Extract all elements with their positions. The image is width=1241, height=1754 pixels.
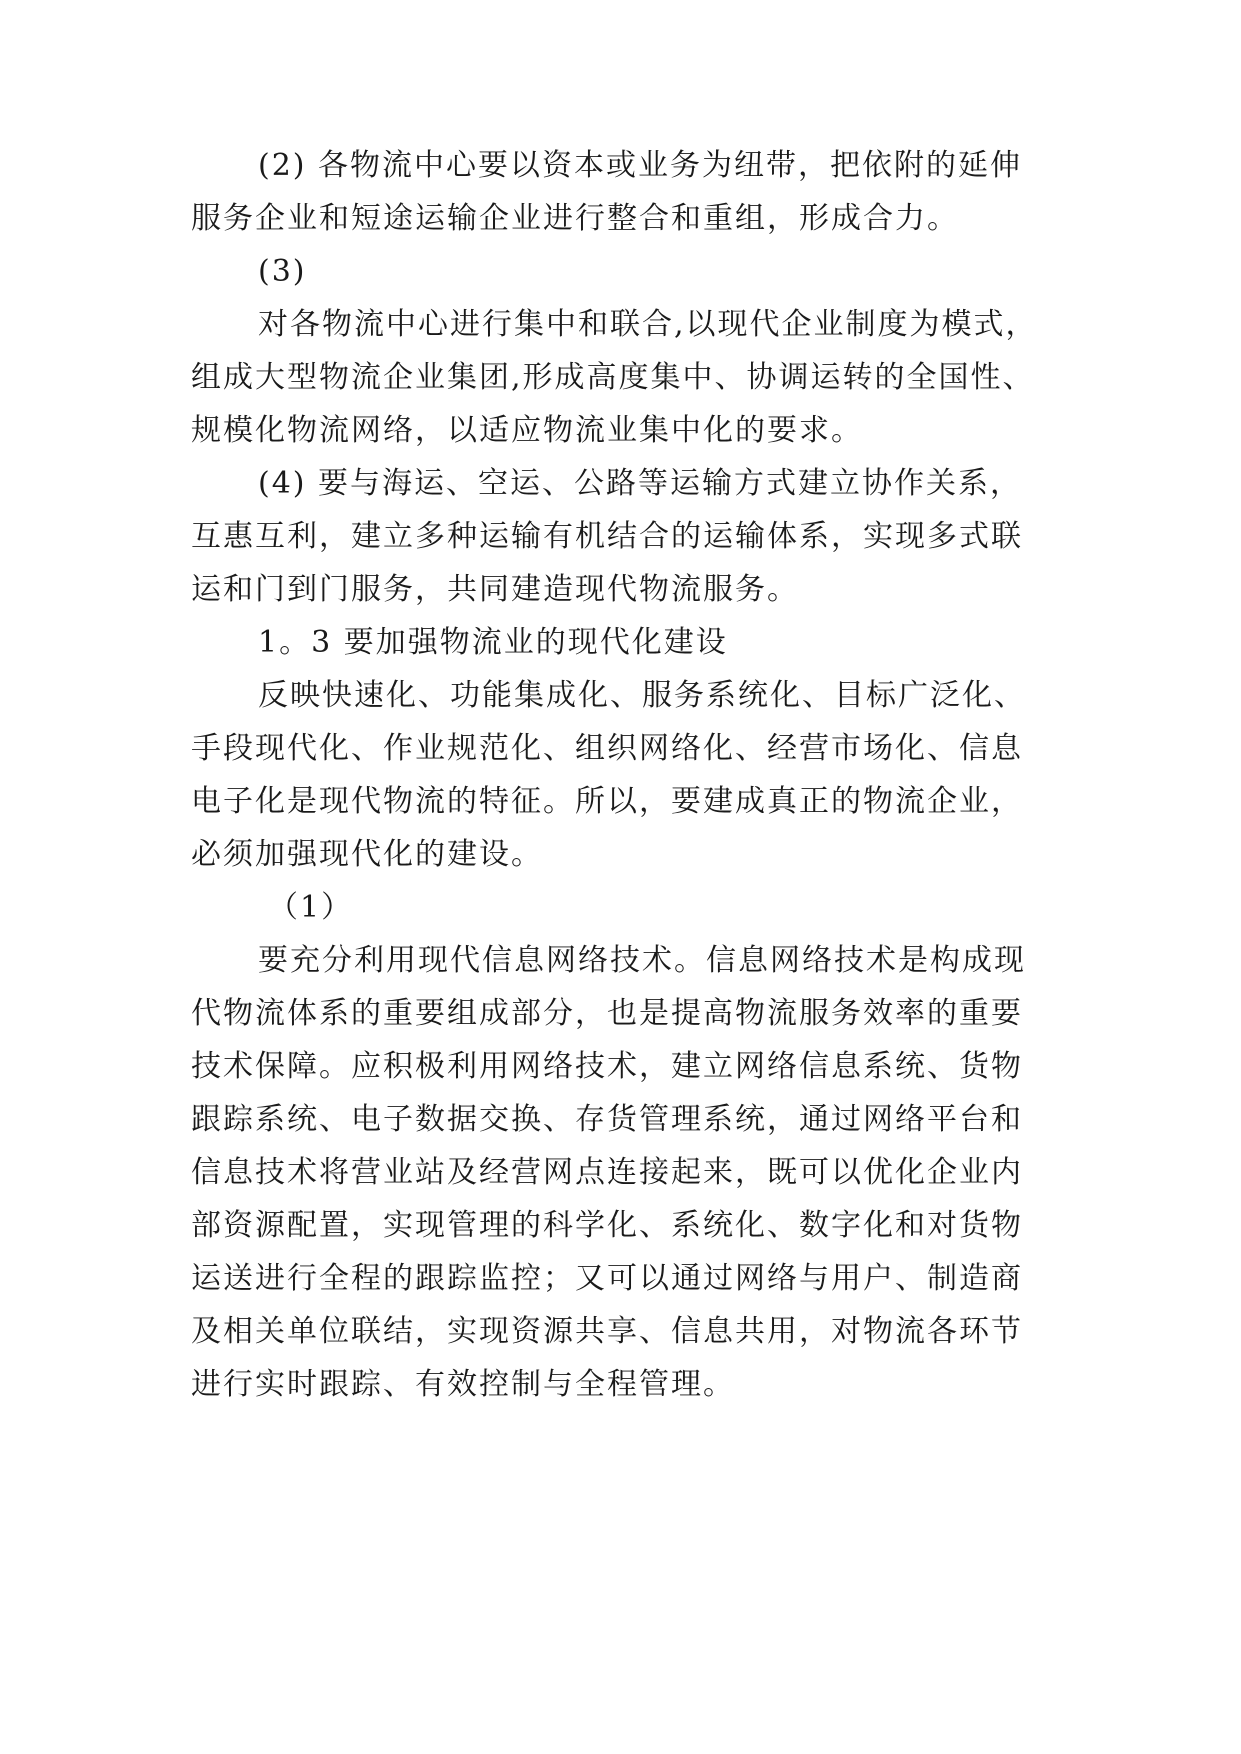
text-line: （1） xyxy=(268,890,354,925)
text-line: 运送进行全程的跟踪监控；又可以通过网络与用户、制造商 xyxy=(191,1261,1023,1296)
text-line: 信息技术将营业站及经营网点连接起来，既可以优化企业内 xyxy=(191,1155,1023,1190)
text-line: 互惠互利，建立多种运输有机结合的运输体系，实现多式联 xyxy=(191,519,1023,554)
text-line: 对各物流中心进行集中和联合,以现代企业制度为模式， xyxy=(258,307,1038,342)
text-line: 技术保障。应积极利用网络技术，建立网络信息系统、货物 xyxy=(191,1049,1023,1084)
text-line: 进行实时跟踪、有效控制与全程管理。 xyxy=(191,1367,735,1402)
text-line: 组成大型物流企业集团,形成高度集中、协调运转的全国性、 xyxy=(191,360,1035,395)
text-line: (3) xyxy=(258,254,307,289)
text-line: 要充分利用现代信息网络技术。信息网络技术是构成现 xyxy=(258,943,1026,978)
text-line: 部资源配置，实现管理的科学化、系统化、数字化和对货物 xyxy=(191,1208,1023,1243)
text-line: 及相关单位联结，实现资源共享、信息共用，对物流各环节 xyxy=(191,1314,1023,1349)
text-line: 手段现代化、作业规范化、组织网络化、经营市场化、信息 xyxy=(191,731,1023,766)
text-line: (4) 要与海运、空运、公路等运输方式建立协作关系， xyxy=(258,466,1023,501)
text-line: 电子化是现代物流的特征。所以，要建成真正的物流企业， xyxy=(191,784,1023,819)
text-line: 代物流体系的重要组成部分，也是提高物流服务效率的重要 xyxy=(191,996,1023,1031)
text-line: 必须加强现代化的建设。 xyxy=(191,837,543,872)
section-heading: 1。3 要加强物流业的现代化建设 xyxy=(258,625,728,660)
text-line: 反映快速化、功能集成化、服务系统化、目标广泛化、 xyxy=(258,678,1026,713)
text-line: 运和门到门服务，共同建造现代物流服务。 xyxy=(191,572,799,607)
text-line: 规模化物流网络，以适应物流业集中化的要求。 xyxy=(191,413,863,448)
text-line: (2) 各物流中心要以资本或业务为纽带，把依附的延伸 xyxy=(258,148,1023,183)
text-line: 跟踪系统、电子数据交换、存货管理系统，通过网络平台和 xyxy=(191,1102,1023,1137)
text-line: 服务企业和短途运输企业进行整合和重组，形成合力。 xyxy=(191,201,959,236)
